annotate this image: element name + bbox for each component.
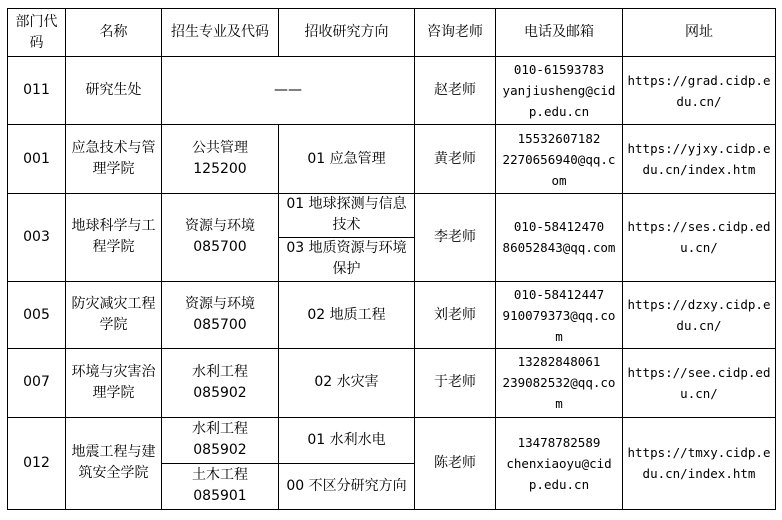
program-cell bbox=[162, 417, 279, 463]
teacher: 赵老师 bbox=[415, 57, 496, 125]
header-dept-code: 部门代码 bbox=[8, 9, 66, 57]
website-link[interactable]: https://dzxy.cidp.edu.cn/ bbox=[623, 282, 776, 349]
dept-name: 应急技术与管理学院 bbox=[66, 125, 162, 193]
header-name: 名称 bbox=[66, 9, 162, 57]
table-row bbox=[8, 417, 776, 463]
program-cell bbox=[162, 282, 279, 349]
phone: 010-61593783 bbox=[513, 62, 605, 78]
program-code: 085901 bbox=[193, 488, 247, 505]
direction: 00 不区分研究方向 bbox=[279, 463, 415, 509]
header-teacher: 咨询老师 bbox=[415, 9, 496, 57]
dept-name: 环境与灾害治理学院 bbox=[66, 349, 162, 417]
contact-cell bbox=[496, 282, 623, 349]
email[interactable]: yanjiusheng@cidp.edu.cn bbox=[502, 83, 616, 120]
email[interactable]: 2270656940@qq.com bbox=[502, 151, 616, 188]
dept-name: 地球科学与工程学院 bbox=[66, 193, 162, 281]
program-cell bbox=[162, 463, 279, 509]
dept-name: 防灾减灾工程学院 bbox=[66, 282, 162, 349]
phone: 15532607182 bbox=[517, 130, 601, 146]
phone: 13478782589 bbox=[517, 434, 601, 450]
website-link[interactable]: https://yjxy.cidp.edu.cn/index.htm bbox=[623, 125, 776, 193]
admissions-table bbox=[7, 8, 776, 510]
phone: 13282848061 bbox=[517, 354, 601, 370]
website-link[interactable]: https://grad.cidp.edu.cn/ bbox=[623, 57, 776, 125]
program-cell: —— bbox=[162, 57, 415, 125]
teacher: 陈老师 bbox=[415, 417, 496, 509]
header-url: 网址 bbox=[623, 9, 776, 57]
phone: 010-58412470 bbox=[513, 219, 605, 235]
dept-code: 007 bbox=[8, 349, 66, 417]
program-code: 085902 bbox=[193, 442, 247, 459]
teacher: 李老师 bbox=[415, 193, 496, 281]
program-cell bbox=[162, 125, 279, 193]
table-row bbox=[8, 349, 776, 417]
program-code: 125200 bbox=[193, 161, 247, 178]
header-row bbox=[8, 9, 776, 57]
dept-code: 011 bbox=[8, 57, 66, 125]
direction: 01 应急管理 bbox=[279, 125, 415, 193]
direction: 02 水灾害 bbox=[279, 349, 415, 417]
dept-code: 012 bbox=[8, 417, 66, 509]
table-row bbox=[8, 125, 776, 193]
program-code: 085700 bbox=[193, 317, 247, 334]
table-row bbox=[8, 193, 776, 237]
program-cell bbox=[162, 349, 279, 417]
program-name: 土木工程 bbox=[192, 467, 248, 484]
dept-name: 研究生处 bbox=[66, 57, 162, 125]
header-program: 招生专业及代码 bbox=[162, 9, 279, 57]
dept-code: 001 bbox=[8, 125, 66, 193]
email[interactable]: chenxiaoyu@cidp.edu.cn bbox=[506, 455, 612, 492]
website-link[interactable]: https://tmxy.cidp.edu.cn/index.htm bbox=[623, 417, 776, 509]
contact-cell bbox=[496, 349, 623, 417]
header-direction: 招收研究方向 bbox=[279, 9, 415, 57]
direction: 03 地质资源与环境保护 bbox=[279, 237, 415, 281]
program-name: 公共管理 bbox=[192, 140, 248, 157]
teacher: 黄老师 bbox=[415, 125, 496, 193]
header-contact: 电话及邮箱 bbox=[496, 9, 623, 57]
table-row bbox=[8, 57, 776, 125]
dept-code: 005 bbox=[8, 282, 66, 349]
program-cell bbox=[162, 193, 279, 281]
program-name: 资源与环境 bbox=[185, 218, 255, 235]
direction: 01 水利水电 bbox=[279, 417, 415, 463]
program-code: 085902 bbox=[193, 384, 247, 401]
teacher: 刘老师 bbox=[415, 282, 496, 349]
contact-cell bbox=[496, 125, 623, 193]
dept-code: 003 bbox=[8, 193, 66, 281]
table-row bbox=[8, 282, 776, 349]
website-link[interactable]: https://ses.cidp.edu.cn/ bbox=[623, 193, 776, 281]
direction: 01 地球探测与信息技术 bbox=[279, 193, 415, 237]
program-name: 资源与环境 bbox=[185, 296, 255, 313]
program-name: 水利工程 bbox=[192, 363, 248, 380]
contact-cell bbox=[496, 417, 623, 509]
contact-cell bbox=[496, 193, 623, 281]
program-name: 水利工程 bbox=[192, 421, 248, 438]
email[interactable]: 86052843@qq.com bbox=[502, 240, 616, 256]
dept-name: 地震工程与建筑安全学院 bbox=[66, 417, 162, 509]
contact-cell bbox=[496, 57, 623, 125]
program-code: 085700 bbox=[193, 239, 247, 256]
phone: 010-58412447 bbox=[513, 286, 605, 302]
direction: 02 地质工程 bbox=[279, 282, 415, 349]
email[interactable]: 239082532@qq.com bbox=[502, 375, 616, 412]
website-link[interactable]: https://see.cidp.edu.cn/ bbox=[623, 349, 776, 417]
email[interactable]: 910079373@qq.com bbox=[502, 307, 616, 344]
teacher: 于老师 bbox=[415, 349, 496, 417]
